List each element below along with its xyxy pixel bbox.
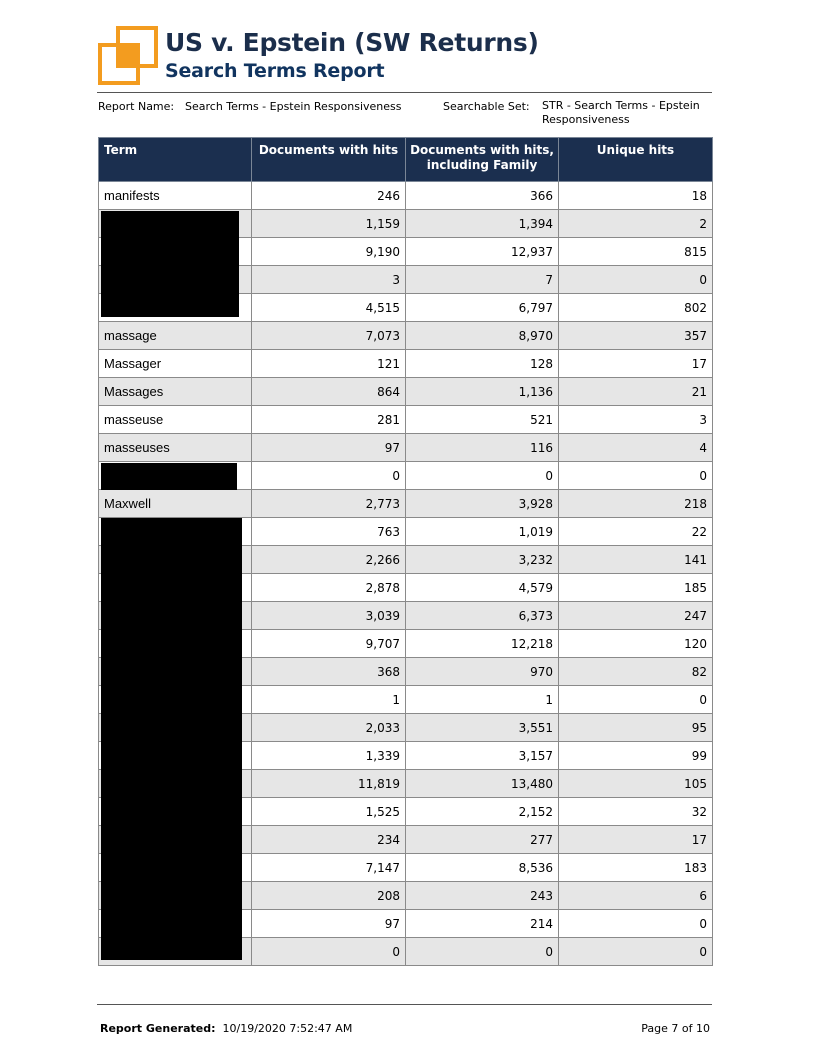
unique-hits-cell: 0 [559, 938, 713, 966]
term-cell: massage [99, 322, 252, 350]
table-header-row [99, 138, 713, 182]
table-row [99, 406, 713, 434]
column-header-docs: Documents with hits [252, 138, 406, 182]
docs-with-hits-cell: 4,515 [252, 294, 406, 322]
redaction-block [101, 518, 242, 960]
term-cell: Massages [99, 378, 252, 406]
docs-with-family-cell: 521 [406, 406, 559, 434]
unique-hits-cell: 0 [559, 266, 713, 294]
docs-with-family-cell: 7 [406, 266, 559, 294]
docs-with-family-cell: 1,394 [406, 210, 559, 238]
docs-with-hits-cell: 0 [252, 462, 406, 490]
table-row [99, 350, 713, 378]
unique-hits-cell: 32 [559, 798, 713, 826]
report-subtitle: Search Terms Report [165, 60, 385, 82]
docs-with-family-cell: 2,152 [406, 798, 559, 826]
docs-with-family-cell: 3,232 [406, 546, 559, 574]
report-name-value: Search Terms - Epstein Responsiveness [185, 100, 402, 113]
term-cell: manifests [99, 182, 252, 210]
page-number: Page 7 of 10 [641, 1022, 710, 1035]
column-header-family: Documents with hits, including Family [406, 138, 559, 182]
docs-with-family-cell: 0 [406, 938, 559, 966]
docs-with-family-cell: 3,551 [406, 714, 559, 742]
table-row [99, 434, 713, 462]
docs-with-hits-cell: 368 [252, 658, 406, 686]
unique-hits-cell: 0 [559, 910, 713, 938]
docs-with-hits-cell: 234 [252, 826, 406, 854]
docs-with-hits-cell: 1,159 [252, 210, 406, 238]
unique-hits-cell: 21 [559, 378, 713, 406]
table-row [99, 182, 713, 210]
unique-hits-cell: 82 [559, 658, 713, 686]
docs-with-hits-cell: 3 [252, 266, 406, 294]
docs-with-family-cell: 1,136 [406, 378, 559, 406]
unique-hits-cell: 6 [559, 882, 713, 910]
docs-with-family-cell: 3,928 [406, 490, 559, 518]
docs-with-hits-cell: 9,707 [252, 630, 406, 658]
redaction-block [101, 211, 239, 317]
unique-hits-cell: 2 [559, 210, 713, 238]
header-divider [97, 92, 712, 93]
term-cell: masseuses [99, 434, 252, 462]
unique-hits-cell: 17 [559, 826, 713, 854]
logo-icon [98, 25, 160, 87]
docs-with-family-cell: 243 [406, 882, 559, 910]
unique-hits-cell: 17 [559, 350, 713, 378]
docs-with-hits-cell: 2,266 [252, 546, 406, 574]
unique-hits-cell: 105 [559, 770, 713, 798]
docs-with-family-cell: 970 [406, 658, 559, 686]
unique-hits-cell: 3 [559, 406, 713, 434]
docs-with-hits-cell: 2,773 [252, 490, 406, 518]
term-cell: Massager [99, 350, 252, 378]
unique-hits-cell: 0 [559, 686, 713, 714]
unique-hits-cell: 99 [559, 742, 713, 770]
term-cell: masseuse [99, 406, 252, 434]
footer-divider [97, 1004, 712, 1005]
docs-with-hits-cell: 246 [252, 182, 406, 210]
unique-hits-cell: 120 [559, 630, 713, 658]
unique-hits-cell: 218 [559, 490, 713, 518]
docs-with-hits-cell: 0 [252, 938, 406, 966]
docs-with-hits-cell: 121 [252, 350, 406, 378]
column-header-unique: Unique hits [559, 138, 713, 182]
table-row [99, 322, 713, 350]
table-row [99, 378, 713, 406]
docs-with-hits-cell: 281 [252, 406, 406, 434]
term-cell: Maxwell [99, 490, 252, 518]
docs-with-family-cell: 12,218 [406, 630, 559, 658]
docs-with-hits-cell: 7,147 [252, 854, 406, 882]
docs-with-hits-cell: 97 [252, 434, 406, 462]
unique-hits-cell: 247 [559, 602, 713, 630]
unique-hits-cell: 18 [559, 182, 713, 210]
report-generated [100, 1022, 352, 1035]
docs-with-family-cell: 3,157 [406, 742, 559, 770]
report-title: US v. Epstein (SW Returns) [165, 28, 539, 57]
docs-with-family-cell: 128 [406, 350, 559, 378]
docs-with-hits-cell: 208 [252, 882, 406, 910]
docs-with-family-cell: 13,480 [406, 770, 559, 798]
docs-with-hits-cell: 7,073 [252, 322, 406, 350]
docs-with-family-cell: 6,797 [406, 294, 559, 322]
docs-with-hits-cell: 864 [252, 378, 406, 406]
report-generated-value: 10/19/2020 7:52:47 AM [222, 1022, 353, 1035]
docs-with-family-cell: 366 [406, 182, 559, 210]
unique-hits-cell: 183 [559, 854, 713, 882]
unique-hits-cell: 95 [559, 714, 713, 742]
docs-with-hits-cell: 2,878 [252, 574, 406, 602]
docs-with-hits-cell: 11,819 [252, 770, 406, 798]
report-generated-label: Report Generated: [100, 1022, 216, 1035]
docs-with-family-cell: 1,019 [406, 518, 559, 546]
docs-with-family-cell: 277 [406, 826, 559, 854]
unique-hits-cell: 22 [559, 518, 713, 546]
table-row [99, 490, 713, 518]
docs-with-family-cell: 4,579 [406, 574, 559, 602]
docs-with-hits-cell: 1,525 [252, 798, 406, 826]
docs-with-hits-cell: 1,339 [252, 742, 406, 770]
unique-hits-cell: 4 [559, 434, 713, 462]
docs-with-family-cell: 12,937 [406, 238, 559, 266]
unique-hits-cell: 802 [559, 294, 713, 322]
unique-hits-cell: 185 [559, 574, 713, 602]
searchable-set-value: STR - Search Terms - Epstein Responsiveness [542, 99, 700, 126]
docs-with-hits-cell: 763 [252, 518, 406, 546]
docs-with-hits-cell: 1 [252, 686, 406, 714]
docs-with-hits-cell: 2,033 [252, 714, 406, 742]
docs-with-hits-cell: 97 [252, 910, 406, 938]
docs-with-hits-cell: 9,190 [252, 238, 406, 266]
unique-hits-cell: 0 [559, 462, 713, 490]
docs-with-family-cell: 0 [406, 462, 559, 490]
docs-with-family-cell: 6,373 [406, 602, 559, 630]
docs-with-family-cell: 8,536 [406, 854, 559, 882]
column-header-term: Term [99, 138, 252, 182]
docs-with-family-cell: 1 [406, 686, 559, 714]
unique-hits-cell: 357 [559, 322, 713, 350]
docs-with-family-cell: 214 [406, 910, 559, 938]
docs-with-hits-cell: 3,039 [252, 602, 406, 630]
report-name-label: Report Name: [98, 100, 175, 113]
docs-with-family-cell: 116 [406, 434, 559, 462]
docs-with-family-cell: 8,970 [406, 322, 559, 350]
searchable-set-label: Searchable Set: [443, 100, 530, 113]
redaction-block [101, 463, 237, 490]
unique-hits-cell: 141 [559, 546, 713, 574]
unique-hits-cell: 815 [559, 238, 713, 266]
